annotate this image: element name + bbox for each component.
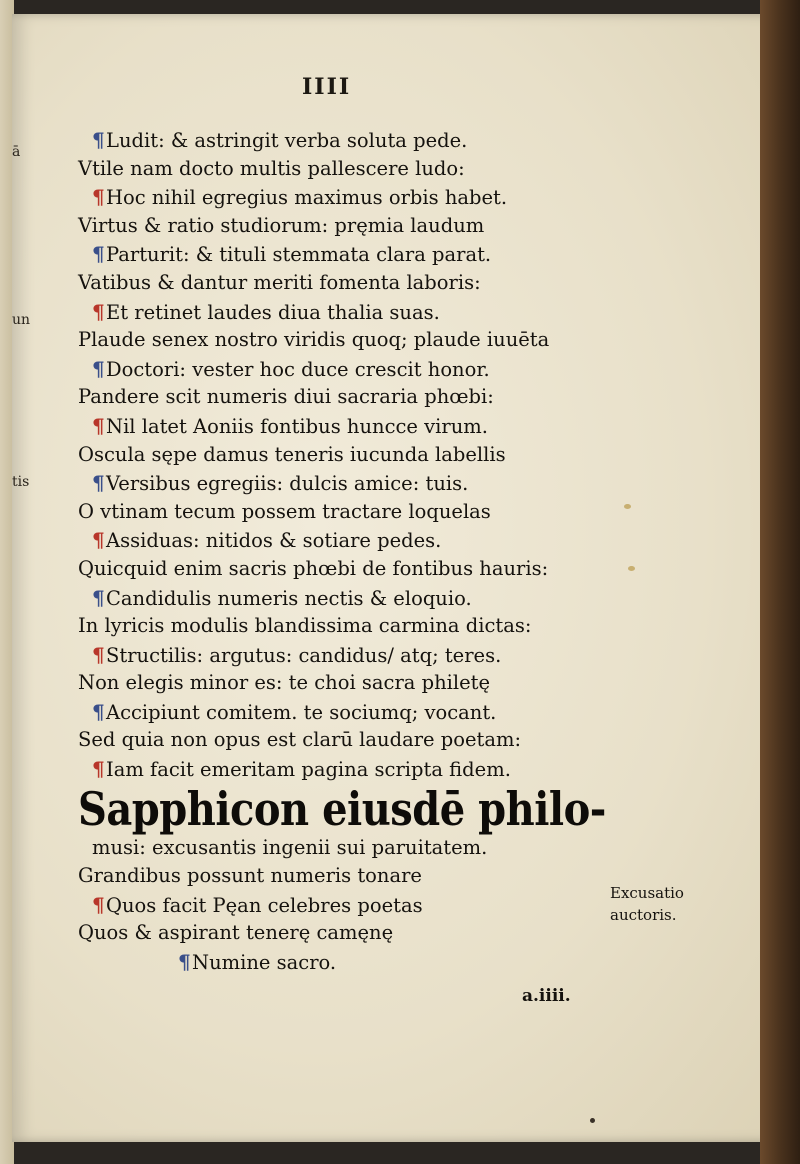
- paper-stain: [624, 504, 631, 509]
- verse-line-text: Plaude senex nostro viridis quoq; plaude iuuēta: [78, 328, 550, 352]
- margin-fragment: tis: [12, 474, 30, 490]
- verse-line-text: Oscula sępe damus teneris iucunda labellis: [78, 442, 506, 466]
- pilcrow-red-icon: ¶: [92, 892, 105, 917]
- margin-note: [610, 882, 720, 926]
- margin-fragment: ā: [12, 144, 21, 160]
- pilcrow-red-icon: ¶: [92, 528, 105, 553]
- verse-line: [78, 919, 598, 948]
- verse-line: [78, 948, 598, 977]
- section-heading: Sapphicon eiusdē philo-: [78, 782, 606, 837]
- verse-line: [78, 669, 598, 698]
- verse-line: [78, 891, 598, 920]
- verse-line: [78, 412, 598, 441]
- pilcrow-blue-icon: ¶: [92, 471, 105, 496]
- verse-line: [78, 126, 598, 155]
- book-page: [12, 14, 772, 1142]
- verse-line-text: Quos facit Pęan celebres poetas: [106, 893, 423, 917]
- verse-line-text: Grandibus possunt numeris tonare: [78, 864, 422, 888]
- verse-line: [78, 469, 598, 498]
- verse-line: [78, 441, 598, 470]
- verse-line: [78, 155, 598, 184]
- verse-line: [78, 698, 598, 727]
- pilcrow-blue-icon: ¶: [92, 699, 105, 724]
- verse-line-text: Iam facit emeritam pagina scripta fidem.: [106, 758, 511, 782]
- pilcrow-red-icon: ¶: [92, 185, 105, 210]
- margin-fragment: un: [12, 312, 31, 328]
- pilcrow-red-icon: ¶: [92, 642, 105, 667]
- verse-line-text: Candidulis numeris nectis & eloquio.: [106, 586, 472, 610]
- margin-note-line: Excusatio: [610, 884, 684, 902]
- verse-line: [78, 212, 598, 241]
- verse-line-text: Numine sacro.: [192, 951, 337, 975]
- verse-line-text: Doctori: vester hoc duce crescit honor.: [106, 357, 490, 381]
- verse-line: [78, 269, 598, 298]
- pilcrow-red-icon: ¶: [92, 299, 105, 324]
- verse-line-text: Quicquid enim sacris phœbi de fontibus hauris:: [78, 556, 549, 580]
- verse-line-text: Structilis: argutus: candidus/ atq; teres.: [106, 643, 502, 667]
- folio-number: IIII: [302, 74, 352, 100]
- verse-line: [78, 498, 598, 527]
- verse-line-text: Parturit: & tituli stemmata clara parat.: [106, 243, 492, 267]
- ink-dot: [590, 1118, 595, 1123]
- pilcrow-blue-icon: ¶: [92, 585, 105, 610]
- pilcrow-blue-icon: ¶: [92, 128, 105, 152]
- pilcrow-red-icon: ¶: [92, 413, 105, 438]
- verse-line-text: musi: excusantis ingenii sui paruitatem.: [92, 835, 488, 859]
- verse-line: [78, 240, 598, 269]
- verse-line: [78, 298, 598, 327]
- pilcrow-red-icon: ¶: [92, 757, 105, 782]
- verse-line-text: Virtus & ratio studiorum: pręmia laudum: [78, 213, 485, 237]
- verse-line: [78, 862, 598, 891]
- verse-line: [78, 755, 598, 784]
- verse-line-text: Hoc nihil egregius maximus orbis habet.: [106, 186, 508, 210]
- verse-line-text: Accipiunt comitem. te sociumq; vocant.: [106, 700, 497, 724]
- verse-line-text: In lyricis modulis blandissima carmina dictas:: [78, 614, 532, 638]
- verse-line-text: Ludit: & astringit verba soluta pede.: [106, 129, 468, 152]
- verse-line-text: Vtile nam docto multis pallescere ludo:: [78, 156, 465, 180]
- verse-line-text: Versibus egregiis: dulcis amice: tuis.: [106, 472, 469, 496]
- margin-note-line: auctoris.: [610, 906, 677, 924]
- signature-mark: a.iiii.: [522, 986, 571, 1006]
- book-edge: [760, 0, 800, 1164]
- verse-line-text: Sed quia non opus est clarū laudare poetam:: [78, 728, 522, 752]
- verse-line-text: Assiduas: nitidos & sotiare pedes.: [106, 529, 442, 553]
- verse-text: [78, 126, 606, 977]
- verse-line-text: Et retinet laudes diua thalia suas.: [106, 300, 440, 324]
- verse-line: [78, 834, 598, 863]
- verse-line-text: Vatibus & dantur meriti fomenta laboris:: [78, 270, 481, 294]
- verse-line-text: O vtinam tecum possem tractare loquelas: [78, 499, 491, 523]
- pilcrow-blue-icon: ¶: [92, 356, 105, 381]
- verse-line: [78, 383, 598, 412]
- verse-line: [78, 726, 598, 755]
- pilcrow-blue-icon: ¶: [178, 950, 191, 975]
- verse-line-text: Non elegis minor es: te choi sacra philetę: [78, 671, 491, 695]
- paper-stain: [628, 566, 635, 571]
- verse-line: [78, 584, 598, 613]
- verse-line: [78, 526, 598, 555]
- verse-line-text: Pandere scit numeris diui sacraria phœbi:: [78, 385, 494, 409]
- verse-line: [78, 183, 598, 212]
- pilcrow-blue-icon: ¶: [92, 242, 105, 267]
- verse-line-text: Quos & aspirant tenerę camęnę: [78, 921, 394, 945]
- verse-line: [78, 326, 598, 355]
- verse-line: [78, 612, 598, 641]
- verse-line: [78, 355, 598, 384]
- verse-line-text: Nil latet Aoniis fontibus huncce virum.: [106, 414, 488, 438]
- verse-line: [78, 641, 598, 670]
- verse-line: [78, 555, 598, 584]
